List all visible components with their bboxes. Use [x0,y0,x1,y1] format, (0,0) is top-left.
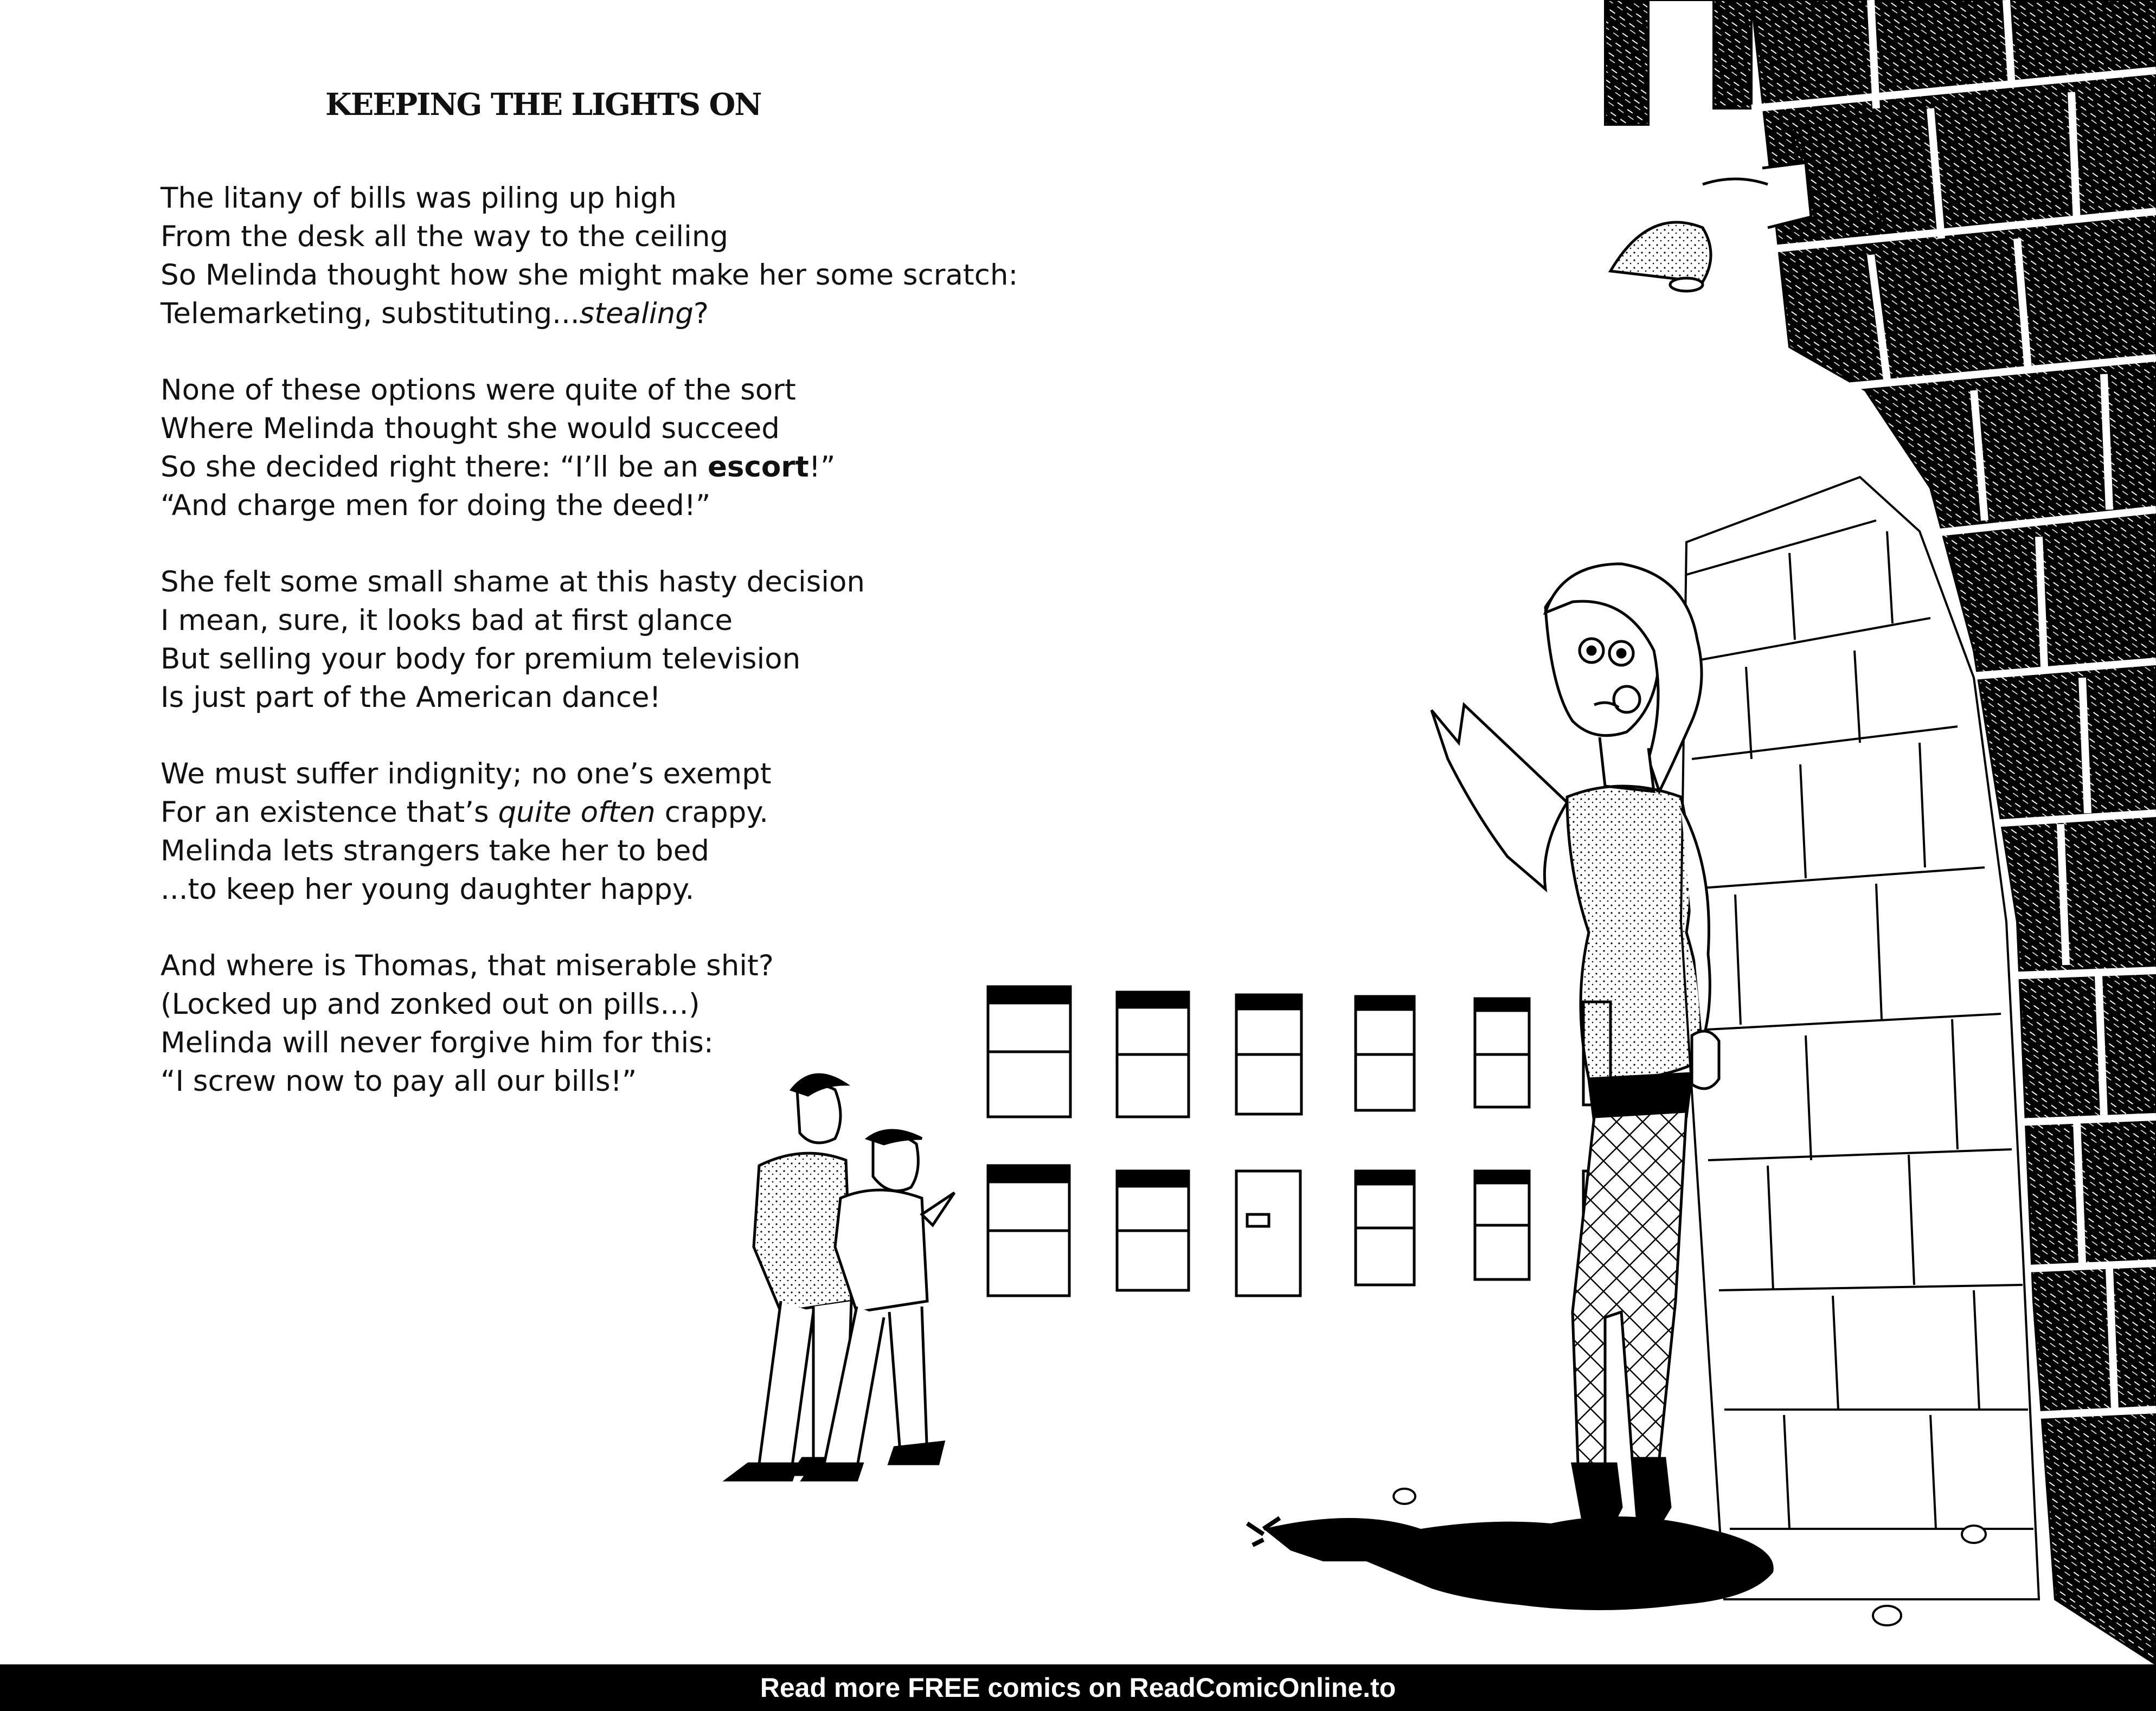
poem-line: She felt some small shame at this hasty decision [161,565,865,599]
poem-line: And where is Thomas, that miserable shit? [161,949,774,982]
poem-line [161,294,1082,333]
poem-line: But selling your body for premium television [161,642,801,676]
poem-title: KEEPING THE LIGHTS ON [325,87,761,123]
poem-line: From the desk all the way to the ceiling [161,220,729,253]
stanza-1 [161,179,1082,333]
poem-line: Melinda lets strangers take her to bed [161,834,709,867]
poem-line-text: For an existence that’s [161,796,498,829]
poem-line-italic: quite often [498,796,656,829]
poem-line-bold: escort [707,451,809,484]
poem-line-text: !” [809,451,836,484]
poem-line-text: So she decided right there: “I’ll be an [161,451,708,484]
poem-line [161,448,1082,486]
poem-line: None of these options were quite of the sort [161,374,796,407]
poem-line: Is just part of the American dance! [161,681,661,714]
poem-line [161,793,1082,832]
poem-line: We must suffer indignity; no one’s exempt [161,757,772,790]
poem-body [161,179,1082,1138]
window-row-lower [988,1166,1610,1296]
poem-line: Melinda will never forgive him for this: [161,1026,714,1059]
stanza-3 [161,563,1082,717]
poem-line: “And charge men for doing the deed!” [161,489,711,522]
stanza-4 [161,755,1082,909]
poem-line: “I screw now to pay all our bills!” [161,1065,637,1098]
poem-line: (Locked up and zonked out on pills…) [161,988,700,1021]
footer-link-text[interactable]: Read more FREE comics on ReadComicOnline.to [760,1673,1396,1703]
stanza-5 [161,947,1082,1101]
footer-banner[interactable] [0,1664,2156,1711]
stanza-2 [161,371,1082,525]
poem-line: I mean, sure, it looks bad at first glance [161,604,733,637]
poem-line: ...to keep her young daughter happy. [161,873,695,906]
poem-line: The litany of bills was piling up high [161,182,677,215]
poem-line-text: ? [693,297,709,330]
poem-line: Where Melinda thought she would succeed [161,412,780,445]
poem-line-text: crappy. [655,796,768,829]
poem-line-italic: stealing [579,297,694,330]
poem-line: So Melinda thought how she might make her some scratch: [161,259,1018,292]
poem-line-text: Telemarketing, substituting... [161,297,580,330]
